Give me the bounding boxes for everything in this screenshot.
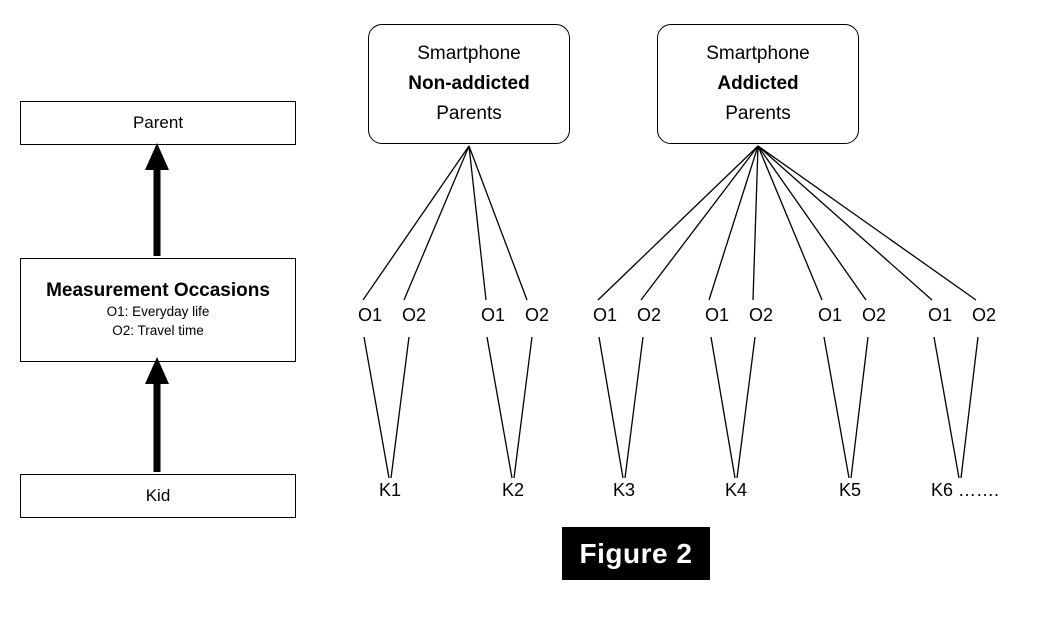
legend-measurement-label: Measurement Occasions <box>46 280 270 301</box>
occasion-label-o2-g1-k1: O2 <box>401 305 426 325</box>
group-box-non-addicted <box>368 24 570 144</box>
occasion-label-o2-g1-k2: O2 <box>524 305 549 325</box>
group-non-addicted-line3: Parents <box>436 103 502 124</box>
occasion-label-o2-g2-k5: O2 <box>861 305 886 325</box>
occasion-label-o2-g2-k4: O2 <box>748 305 773 325</box>
occasion-label-o1-g2-k3: O1 <box>592 305 617 325</box>
kid-label-k1: K1 <box>378 480 402 500</box>
kid-label-k4: K4 <box>724 480 748 500</box>
kid-label-k2: K2 <box>501 480 525 500</box>
legend-arrow-measurement-to-parent <box>145 143 169 256</box>
legend-measurement-o2: O2: Travel time <box>112 323 204 338</box>
figure-caption: Figure 2 <box>562 527 710 580</box>
legend-kid-box <box>20 474 296 518</box>
group-non-addicted-line2: Non-addicted <box>408 73 530 94</box>
group-non-addicted-line1: Smartphone <box>417 43 521 64</box>
v-lines-occasions-to-kids <box>364 337 978 478</box>
legend-arrow-kid-to-measurement <box>145 357 169 472</box>
group-addicted-line3: Parents <box>725 103 791 124</box>
occasion-label-o1-g1-k2: O1 <box>480 305 505 325</box>
occasion-label-o1-g1-k1: O1 <box>357 305 382 325</box>
group-addicted-line1: Smartphone <box>706 43 810 64</box>
legend-measurement-box <box>20 258 296 362</box>
legend-kid-label: Kid <box>145 486 171 505</box>
fan-lines-non-addicted <box>363 146 527 300</box>
fan-lines-addicted <box>598 146 976 300</box>
legend-parent-box <box>20 101 296 145</box>
occasion-label-o1-g2-k6: O1 <box>927 305 952 325</box>
occasion-label-o2-g2-k3: O2 <box>636 305 661 325</box>
occasion-label-o1-g2-k5: O1 <box>817 305 842 325</box>
occasion-label-o2-g2-k6: O2 <box>971 305 996 325</box>
kid-label-k3: K3 <box>612 480 636 500</box>
occasion-label-o1-g2-k4: O1 <box>704 305 729 325</box>
legend-parent-label: Parent <box>132 113 184 132</box>
group-box-addicted <box>657 24 859 144</box>
kid-label-k6: K6 ……. <box>930 480 1000 500</box>
kid-label-k5: K5 <box>838 480 862 500</box>
legend-measurement-o1: O1: Everyday life <box>106 304 210 319</box>
group-addicted-line2: Addicted <box>717 73 799 94</box>
